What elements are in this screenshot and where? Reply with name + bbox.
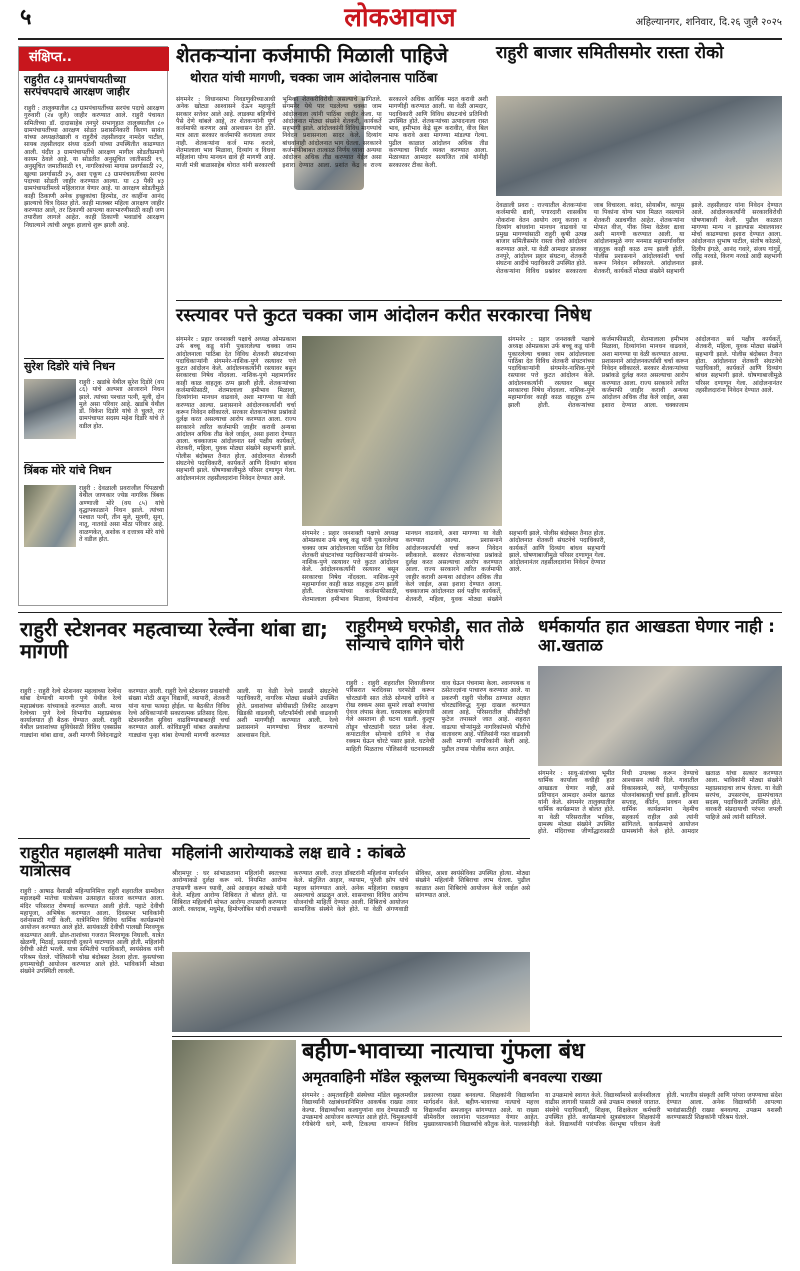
- masthead-rule: [18, 38, 782, 40]
- sidebar: [18, 46, 168, 606]
- sidebar-headline: राहुरीत ८३ ग्रामपंचायतीच्या सरपंचपदाचे आरक्षण जाहीर: [24, 74, 130, 98]
- sidebar-body: राहुरी : तालुक्यातील ८३ ग्रामपंचायतींच्या सरपंच पदाचे आरक्षण गुरुवारी (२४ जुलै) जाहीर करण्यात आले. राहुरी पंचायत समितीच्या डॉ. दादासाहेब तनपुरे सभागृहात तालुक्यातील ८० ग्रामपंचायतींच्या आरक्षण सोडत प्रशासनिकारी किरण सावंत यांच्या अध्यक्षतेखाली व राहुरीचे तहसीलदार नामदेव पाटील, सायब तहसीलदार संध्या दळवी यांच्या उपस्थितीत काढण्यात आली. यंदीत ३ ग्रामपंचायतींचे आरक्षण मागील सोडतीप्रमाणे कायम ठेवले आहे. या सोडतीत अनुसूचित जातीसाठी १९, अनुसूचित जमातीसाठी १९, नागरिकांच्या मागास प्रवर्गासाठी २२, खुल्या प्रवर्गासाठी ३५, अशा एकूण ८३ ग्रामपंचायतींच्या सरपंच पदाच्या सोडती जाहीर करण्यात आल्या. या ८३ पैकी ४३ ग्रामपंचायतींमध्ये महिलाराज येणार आहे. या आरक्षण सोडतीमुळे काही ठिकाणी अनेक इच्छुकांचा हिरमोड, तर काहींना आनंद झाल्याचे चित्र दिसत होते. काही मातब्बर महिला आरक्षण जाहीर करण्यात आले, तर ठिकाणी आपल्या कारभारणीसाठी काही जण तयारीला लागले आहेत. काही ठिकाणी भवाडांचे आरक्षण निघाल्याने त्यांची अचूक हालाचे शुरू झाली आहे.: [24, 105, 164, 229]
- story-body: संगमनेर : साधु-संतांच्या भूमीत धार्मिक कार्याला कधीही हात आखडता घेणार नाही, असे प्रतिपादन आमदार अमोल खताळ यांनी केले. संगमनेर तालुक्यातील धार्मिक कार्यक्रमात ते बोलत होते. या वेळी परिसरातील भाविक, ग्रामस्थ मोठ्या संख्येने उपस्थित होते. मंदिराच्या जीर्णोद्धारासाठी निधी उपलब्ध करून देण्याचे आश्वासन त्यांनी दिले. गावातील विकासकामे, रस्ते, पाणीपुरवठा योजनांबाबतही चर्चा झाली. हरिनाम सप्ताह, कीर्तन, प्रवचन अशा धार्मिक कार्यक्रमांना नेहमीच सहकार्य राहील असे त्यांनी सांगितले. कार्यक्रमाचे आयोजन ग्रामस्थांनी केले होते. आमदार खताळ यांचा सत्कार करण्यात आला. भाविकांनी मोठ्या संख्येने महाप्रसादाचा लाभ घेतला. या वेळी सरपंच, उपसरपंच, ग्रामपंचायत सदस्य, पदाधिकारी उपस्थित होते. वारकरी संप्रदायाची परंपरा जपली पाहिजे असे त्यांनी सांगितले.: [538, 770, 782, 836]
- protest-photo: [496, 96, 782, 196]
- sidebar-divider: [24, 358, 164, 359]
- sidebar-headline: त्रिंबक मोरे यांचे निधन: [24, 464, 112, 477]
- obituary-photo: [24, 379, 76, 439]
- section-divider: [172, 1036, 782, 1037]
- sidebar-headline: सुरेश दिडोरे यांचे निधन: [24, 360, 115, 373]
- sidebar-body: राहुरी : खडांबे येथील सुरेश दिडोरे (वय ८६) यांचे अल्पशा आजाराने निधन झाले. त्यांच्या पश्चात पत्नी, मुली, दोन मुले असा परिवार आहे. खडांबे येथील डॉ. विकेश दिडोरे यांचे ते चुलते, तर ग्रामपंचायत सदस्य महेश दिडोरे यांचे ते वडील होत.: [79, 379, 164, 430]
- date-line: अहिल्यानगर, शनिवार, दि.२६ जुलै २०२५: [635, 17, 782, 28]
- story-subhead: अमृतवाहिनी मॉडेल स्कूलच्या चिमुकल्यांनी बनवल्या राख्या: [302, 1070, 602, 1086]
- school-photo: [172, 1040, 296, 1264]
- story-headline: राहुरीत महालक्ष्मी मातेचा यात्रोत्सव: [20, 843, 162, 880]
- story-body: राहुरी : राहुरी रेल्वे स्टेशनवर महत्वाच्या रेल्वेंना थांबा देण्याची मागणी पुणे येथील रेल्वे महाप्रबंधक यांच्याकडे करण्यात आली. माध्य रेल्वेच्या पुणे रेल्वे विभागीय महाप्रबंधक कार्यालयात ही बैठक घेण्यात आली. राहुरी येथील प्रवाशांच्या सुविधेसाठी विविध एक्सप्रेस गाड्यांना थांबा द्यावा, अशी मागणी निवेदनाद्वारे करण्यात आली. राहुरी रेल्वे स्टेशनवर प्रवाशांची संख्या मोठी असून विद्यार्थी, व्यापारी, शेतकरी यांना याचा फायदा होईल. या बैठकीत विविध रेल्वे अधिकाऱ्यांनी सकारात्मक प्रतिसाद दिला. स्टेशनवरील सुविधा वाढविण्याबाबतही चर्चा करण्यात आली. कोविडपूर्वी थांबत असलेल्या गाड्यांना पुन्हा थांबा देण्याची मागणी करण्यात आली. या वेळी रेल्वे प्रवासी संघटनेचे पदाधिकारी, नागरिक मोठ्या संख्येने उपस्थित होते. प्रवाशांच्या सोयीसाठी तिकीट आरक्षण खिडकी वाढवावी, प्लॅटफॉर्मची लांबी वाढवावी अशी मागणीही करण्यात आली. रेल्वे प्रशासनाने मागण्यांचा विचार करण्याचे आश्वासन दिले.: [20, 688, 338, 739]
- obituary-photo: [24, 485, 76, 547]
- story-body: संगमनेर : प्रहार जनशक्ती पक्षाचे अध्यक्ष ओमप्रकाश उर्फ बच्चू कडू यांनी पुकारलेल्या चक्का जाम आंदोलनाला पाठिंबा देत विविध शेतकरी संघटनांच्या पदाधिकाऱ्यांनी संगमनेर-नाशिक-पुणे रस्त्यावर पत्ते कुटत आंदोलन केले. आंदोलनकर्त्यांनी रस्त्यावर बसून सरकारचा निषेध नोंदवला. नाशिक-पुणे महामार्गावर काही काळ वाहतूक ठप्प झाली होती. शेतकऱ्यांच्या कर्जमाफीसाठी, शेतमालाला हमीभाव मिळावा, दिव्यांगांना मानधन वाढवावे, अशा मागण्या या वेळी करण्यात आल्या. प्रशासनाने आंदोलनकर्त्यांशी चर्चा करून निवेदन स्वीकारले. सरकार शेतकऱ्यांच्या प्रश्नांकडे दुर्लक्ष करत असल्याचा आरोप करण्यात आला. राज्य सरकारने त्वरित कर्जमाफी जाहीर करावी अन्यथा आंदोलन अधिक तीव्र केले जाईल, असा इशारा देण्यात आला. चक्काजाम आंदोलनात सर्व पक्षीय कार्यकर्ते, शेतकरी, महिला, युवक मोठ्या संख्येने सहभागी झाले. पोलीस बंदोबस्त तैनात होता. आंदोलनात शेतकरी संघटनेचे पदाधिकारी, कार्यकर्ते आणि दिव्यांग बांधव सहभागी झाले. घोषणाबाजीमुळे परिसर दणाणून गेला. आंदोलनानंतर तहसीलदारांना निवेदन देण्यात आले.: [176, 336, 296, 482]
- story-body: राहुरी : राहुरी शहरातील शिवाजीनगर परिसरात भरदिवसा घरफोडी करून चोरट्यांनी सात तोळे सोन्याचे दागिने व रोख रक्कम असा सुमारे लाखो रुपयांचा ऐवज लंपास केला. घरमालक बाहेरगावी गेले असताना ही घटना घडली. कुलूप तोडून चोरट्यांनी घरात प्रवेश केला. कपाटातील सोन्याचे दागिने व रोख रक्कम घेऊन चोरटे पसार झाले. घटनेची माहिती मिळताच पोलिसांनी घटनास्थळी धाव घेऊन पंचनामा केला. श्वानपथक व ठसेतज्ज्ञांना पाचारण करण्यात आले. या प्रकरणी राहुरी पोलीस ठाण्यात अज्ञात चोरट्यांविरुद्ध गुन्हा दाखल करण्यात आला आहे. परिसरातील सीसीटीव्ही फुटेज तपासले जात आहे. शहरात वाढत्या चोऱ्यांमुळे नागरिकांमध्ये भीतीचे वातावरण आहे. पोलिसांनी गस्त वाढवावी अशी मागणी नागरिकांनी केली आहे. पुढील तपास पोलीस करत आहेत.: [346, 680, 530, 753]
- sidebar-divider: [24, 462, 164, 463]
- story-body: संगमनेर : प्रहार जनशक्ती पक्षाचे अध्यक्ष ओमप्रकाश उर्फ बच्चू कडू यांनी पुकारलेल्या चक्का जाम आंदोलनाला पाठिंबा देत विविध शेतकरी संघटनांच्या पदाधिकाऱ्यांनी संगमनेर-नाशिक-पुणे रस्त्यावर पत्ते कुटत आंदोलन केले. आंदोलनकर्त्यांनी रस्त्यावर बसून सरकारचा निषेध नोंदवला. नाशिक-पुणे महामार्गावर काही काळ वाहतूक ठप्प झाली होती. शेतकऱ्यांच्या कर्जमाफीसाठी, शेतमालाला हमीभाव मिळावा, दिव्यांगांना मानधन वाढवावे, अशा मागण्या या वेळी करण्यात आल्या. प्रशासनाने आंदोलनकर्त्यांशी चर्चा करून निवेदन स्वीकारले. सरकार शेतकऱ्यांच्या प्रश्नांकडे दुर्लक्ष करत असल्याचा आरोप करण्यात आला. राज्य सरकारने त्वरित कर्जमाफी जाहीर करावी अन्यथा आंदोलन अधिक तीव्र केले जाईल, असा इशारा देण्यात आला. चक्काजाम आंदोलनात सर्व पक्षीय कार्यकर्ते, शेतकरी, महिला, युवक मोठ्या संख्येने सहभागी झाले. पोलीस बंदोबस्त तैनात होता. आंदोलनात शेतकरी संघटनेचे पदाधिकारी, कार्यकर्ते आणि दिव्यांग बांधव सहभागी झाले. घोषणाबाजीमुळे परिसर दणाणून गेला. आंदोलनानंतर तहसीलदारांना निवेदन देण्यात आले.: [302, 530, 606, 603]
- story-body: श्रीरामपूर : घर सांभाळताना महिलांनी स्वतःच्या आरोग्याकडे दुर्लक्ष करू नये. नियमित आरोग्य तपासणी करून घ्यावी, असे आवाहन कांबळे यांनी केले. महिला आरोग्य शिबिरात ते बोलत होते. या शिबिरात महिलांची मोफत आरोग्य तपासणी करण्यात आली. रक्तदाब, मधुमेह, हिमोग्लोबिन यांची तपासणी करण्यात आली. तज्ज्ञ डॉक्टरांनी महिलांना मार्गदर्शन केले. संतुलित आहार, व्यायाम, पुरेशी झोप यांचे महत्त्व सांगण्यात आले. अनेक महिलांना रक्तक्षय असल्याचे आढळून आले. शासनाच्या विविध आरोग्य योजनांची माहिती देण्यात आली. शिबिराचे आयोजन सामाजिक संस्थेने केले होते. या वेळी अंगणवाडी सेविका, आशा स्वयंसेविका उपस्थित होत्या. मोठ्या संख्येने महिलांनी शिबिराचा लाभ घेतला. पुढील काळात अशा शिबिरांचे आयोजन केले जाईल असे सांगण्यात आले.: [172, 870, 530, 914]
- story-headline: रस्त्यावर पत्ते कुटत चक्का जाम आंदोलन करीत सरकारचा निषेध: [176, 305, 592, 326]
- event-photo: [538, 666, 782, 766]
- story-body: देवळाली प्रवरा : राज्यातील शेतकऱ्यांना कर्जमाफी द्यावी, पगारदारी शासकीय नोकरांना वेतन आयोग लागू करावा व दिव्यांग बांधवांना मानधन वाढवावे या प्रमुख मागण्यांसाठी राहुरी कृषी उत्पन्न बाजार समितीसमोर रास्ता रोको आंदोलन करण्यात आले. या वेळी आमदार प्राजक्त तनपुरे, आंदोलन प्रहार संघटना, शेतकरी संघटना आदींचे पदाधिकारी उपस्थित होते. शेतकऱ्यांना विविध प्रश्नांवर सरकारला जाब विचारला. कांदा, सोयाबीन, कापूस या पिकांना योग्य भाव मिळत नसल्याने शेतकरी अडचणीत आहेत. शेतकऱ्यांना मोफत वीज, पीक विमा वेळेवर द्यावा अशी मागणी करण्यात आली. या आंदोलनामुळे नगर मनमाड महामार्गावरील वाहतूक काही काळ ठप्प झाली होती. पोलीस प्रशासनाने आंदोलकांशी चर्चा करून निवेदन स्वीकारले. आंदोलनात शेतकरी, कार्यकर्ते मोठ्या संख्येने सहभागी झाले. तहसीलदार यांना निवेदन देण्यात आले. आंदोलनकर्त्यांनी सरकारविरोधी घोषणाबाजी केली. पुढील काळात मागण्या मान्य न झाल्यास मंत्रालयावर मोर्चा काढण्याचा इशारा देण्यात आला. आंदोलनात सुभाष पाटील, संतोष कोळसे, दिलीप इंगळे, आनंद गवारे, संजय गांगुर्डे, रवींद्र नरवडे, किरण नरवडे आदी सहभागी झाले.: [496, 202, 782, 275]
- paper-name: लोकआवाज: [344, 3, 456, 33]
- story-body: राहुरी : आषाढ वैशाखी महिन्यानिमित्त राहुरी शहरातील ग्रामदैवत महालक्ष्मी मातेचा यात्रोत्सव उत्साहात साजरा करण्यात आला. मंदिर परिसरात रोषणाई करण्यात आली होती. पहाटे देवीची महापूजा, अभिषेक करण्यात आला. दिवसभर भाविकांनी दर्शनासाठी गर्दी केली. यात्रेनिमित्त विविध धार्मिक कार्यक्रमांचे आयोजन करण्यात आले होते. सायंकाळी देवीची पालखी मिरवणूक काढण्यात आली. ढोल-ताशांच्या गजरात मिरवणूक निघाली. यात्रेत खेळणी, मिठाई, प्रसादाची दुकाने थाटण्यात आली होती. महिलांनी देवीची ओटी भरली. यात्रा समितीचे पदाधिकारी, स्वयंसेवक यांनी परिश्रम घेतले. पोलिसांनी चोख बंदोबस्त ठेवला होता. कुस्त्यांच्या हगाम्याचेही आयोजन करण्यात आले होते. भाविकांनी मोठ्या संख्येने उपस्थिती लावली.: [20, 888, 164, 976]
- sidebar-body: राहुरी : देवळाली प्रवराजील पिंपळाची येथील जाणकार ज्येष्ठ नागरिक त्रिंबक अण्णाजी मोरे (वय ८५) यांचे वृद्धापकाळाने निधन झाले. त्यांच्या पश्चात पत्नी, तीन मुले, मुलगी, सुना, नातू, नातवंडे असा मोठा परिवार आहे. वाळणकेत, अशोक व दत्तात्रय मोरे यांचे ते वडील होत.: [79, 485, 164, 544]
- section-divider: [176, 300, 782, 301]
- story-subhead: थोरात यांची मागणी, चक्का जाम आंदोलनास पाठिंबा: [190, 71, 438, 86]
- story-headline: महिलांनी आरोग्याकडे लक्ष द्यावे : कांबळे: [172, 843, 406, 862]
- story-headline: बहीण-भावाच्या नात्याचा गुंफला बंध: [302, 1039, 585, 1064]
- event-photo: [172, 952, 530, 1032]
- story-body: संगमनेर : विधानसभा निवडणुकीच्याआधी अनेक खोट्या आश्वासने देऊन महायुती सरकार सत्तेवर आले आहे. लाडक्या बहिणींचे पैसे देणे थांबले आहे, तर शेतकऱ्यांनी पूर्ण कर्जमाफी करणार असे आश्वासन देत होते. मात्र आता सरकार कर्जमाफी करायला तयार नाही. शेतकऱ्यांना कर्ज माफ करावे, शेतमालाला भाव मिळावा, दिव्यांग व विधवा महिलांना योग्य मानधन द्यावे ही मागणी आहे. माजी मंत्री बाळासाहेब थोरात यांनी सरकारची भूमिका शेतकरीविरोधी असल्याचे सांगितले. संगमनेर येथे पार पडलेल्या चक्का जाम आंदोलनाला त्यांनी पाठिंबा जाहीर केला. या आंदोलनात मोठ्या संख्येने शेतकरी, कार्यकर्ते सहभागी झाले. आंदोलकांनी विविध मागण्यांचे निवेदन प्रशासनाला सादर केले. दिव्यांग बांधवांनाही आंदोलनात भाग घेतला. सरकारने कर्जमाफीबाबत तात्काळ निर्णय घ्यावा अन्यथा आंदोलन अधिक तीव्र करण्यात येईल असा इशारा देण्यात आला. प्रशांत केंद्र व राज्य सरकारने अधिक आर्थिक मदत करावी अशी मागणीही करण्यात आली. या वेळी आमदार, पदाधिकारी आणि विविध संघटनांचे प्रतिनिधी उपस्थित होते. शेतकऱ्यांच्या उत्पादनाला रास्त भाव, हमीभाव केंद्रे सुरू करावीत, वीज बिल माफ करावे अशा मागण्या मांडल्या गेल्या. पुढील काळात आंदोलन अधिक तीव्र करण्याचा निर्धार व्यक्त करण्यात आला. मेळाव्यात आमदार सत्यजित तांबे यांनीही सरकारवर टीका केली.: [176, 96, 488, 169]
- sidebar-label-bar: [19, 47, 169, 71]
- section-divider: [18, 612, 782, 613]
- story-headline: राहुरी स्टेशनवर महत्वाच्या रेल्वेंना थांबा द्या; मागणी: [20, 617, 328, 664]
- story-headline: शेतकऱ्यांना कर्जमाफी मिळाली पाहिजे: [176, 43, 448, 67]
- sidebar-label: संक्षिप्त..: [29, 50, 72, 65]
- story-body: संगमनेर : प्रहार जनशक्ती पक्षाचे अध्यक्ष ओमप्रकाश उर्फ बच्चू कडू यांनी पुकारलेल्या चक्का जाम आंदोलनाला पाठिंबा देत विविध शेतकरी संघटनांच्या पदाधिकाऱ्यांनी संगमनेर-नाशिक-पुणे रस्त्यावर पत्ते कुटत आंदोलन केले. आंदोलनकर्त्यांनी रस्त्यावर बसून सरकारचा निषेध नोंदवला. नाशिक-पुणे महामार्गावर काही काळ वाहतूक ठप्प झाली होती. शेतकऱ्यांच्या कर्जमाफीसाठी, शेतमालाला हमीभाव मिळावा, दिव्यांगांना मानधन वाढवावे, अशा मागण्या या वेळी करण्यात आल्या. प्रशासनाने आंदोलनकर्त्यांशी चर्चा करून निवेदन स्वीकारले. सरकार शेतकऱ्यांच्या प्रश्नांकडे दुर्लक्ष करत असल्याचा आरोप करण्यात आला. राज्य सरकारने त्वरित कर्जमाफी जाहीर करावी अन्यथा आंदोलन अधिक तीव्र केले जाईल, असा इशारा देण्यात आला. चक्काजाम आंदोलनात सर्व पक्षीय कार्यकर्ते, शेतकरी, महिला, युवक मोठ्या संख्येने सहभागी झाले. पोलीस बंदोबस्त तैनात होता. आंदोलनात शेतकरी संघटनेचे पदाधिकारी, कार्यकर्ते आणि दिव्यांग बांधव सहभागी झाले. घोषणाबाजीमुळे परिसर दणाणून गेला. आंदोलनानंतर तहसीलदारांना निवेदन देण्यात आले.: [508, 336, 782, 409]
- section-divider: [18, 838, 530, 839]
- story-body: संगमनेर : अमृतवाहिनी संस्थेच्या मॉडेल स्कूलमधील विद्यार्थ्यांनी रक्षाबंधनानिमित्त आकर्षक राख्या तयार केल्या. विद्यार्थ्यांच्या कलागुणांना वाव देण्यासाठी या उपक्रमाचे आयोजन करण्यात आले होते. चिमुकल्यांनी रंगीबेरंगी धागे, मणी, टिकल्या वापरून विविध प्रकारच्या राख्या बनवल्या. शिक्षकांनी विद्यार्थ्यांना मार्गदर्शन केले. बहीण-भावाच्या नात्याचे महत्त्व विद्यार्थ्यांना समजावून सांगण्यात आले. या राख्या सीमेवरील जवानांना पाठवण्यात येणार आहेत. मुख्याध्यापकांनी विद्यार्थ्यांचे कौतुक केले. पालकांनीही या उपक्रमाचे स्वागत केले. विद्यार्थ्यांमध्ये सर्जनशीलता वाढीस लागावी यासाठी असे उपक्रम राबवले जातात. संस्थेचे पदाधिकारी, शिक्षक, शिक्षकेतर कर्मचारी उपस्थित होते. कार्यक्रमाचे सूत्रसंचालन शिक्षकांनी केले. विद्यार्थ्यांनी पारंपरिक वेशभूषा परिधान केली होती. भारतीय संस्कृती आणि परंपरा जपण्याचा संदेश देण्यात आला. अनेक विद्यार्थ्यांनी आपल्या भावंडांसाठीही राख्या बनवल्या. उपक्रम यशस्वी करण्यासाठी शिक्षकांनी परिश्रम घेतले.: [302, 1092, 782, 1129]
- page-number: ५: [20, 5, 32, 30]
- protest-photo: [302, 336, 502, 526]
- story-headline: धर्मकार्यात हात आखडता घेणार नाही : आ.खताळ: [538, 617, 775, 657]
- story-headline: राहुरी बाजार समितीसमोर रास्ता रोको: [496, 43, 724, 63]
- story-headline: राहुरीमध्ये घरफोडी, सात तोळे सोन्याचे दागिने चोरी: [346, 617, 524, 655]
- masthead: [0, 0, 800, 40]
